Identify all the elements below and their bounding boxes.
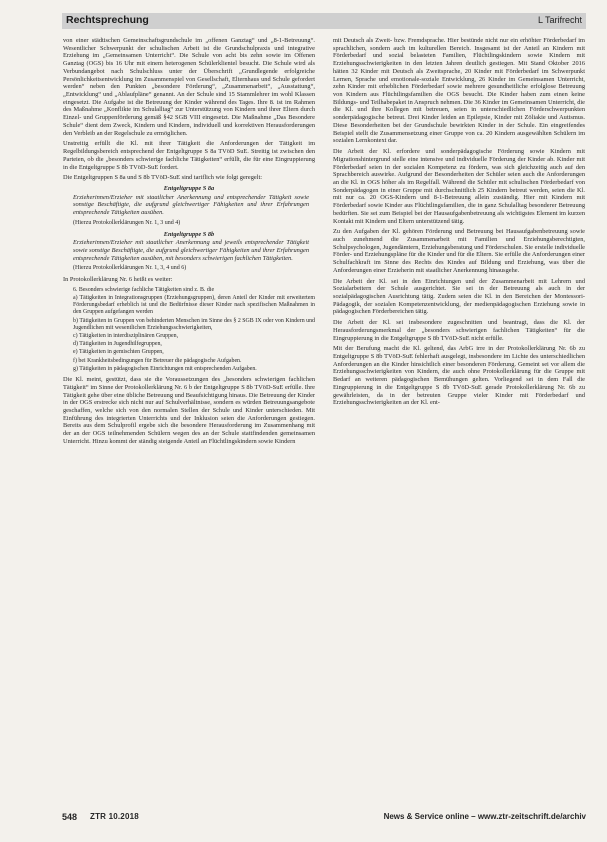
eg-8b-heading: Entgeltgruppe S 8b [163,230,215,238]
eg-8a-heading: Entgeltgruppe S 8a [163,184,215,192]
list-item: e) Tätigkeiten in gemischten Gruppen, [73,349,164,356]
eg-8a-text: Erzieherinnen/Erzieher mit staatlicher Anerkennung und entsprechender Tätigkeit sowie sonstige Beschäftigte, die aufgrund gleichwertiger Fähigkeiten und ihrer Erfahrungen entsprechende Tätigkeiten ausüben. [73,193,309,217]
list-item: g) Tätigkeiten in pädagogischen Einrichtungen mit entsprechenden Aufgaben. [73,365,257,372]
eg-8a-note: (Hierzu Protokollerklärungen Nr. 1, 3 und 4) [73,219,181,226]
protocol-intro: In Protokollerklärung Nr. 6 heißt es weiter: [63,276,173,284]
rubric-title: Rechtsprechung [66,14,149,26]
paragraph: Die Kl. meint, gestützt, dass sie die Voraussetzungen des „besonders schwierigen fachlichen Tätigkeit“ im Sinne der Protokollerklärung Nr. 6 b der Entgeltgruppe S 8b TVöD-SuE erfülle. Ihre Tätigkeit gehe über eine übliche Betreuung und Beaufsichtigung hinaus. Die Betreuung der Kinder in der OGS erstrecke sich nicht nur auf Schulverhältnisse, sondern es würden Betreuungsangebote geschaffen, welche sich von den normalen Stellen der Schule und Kinder unterschieden. Mit Einführung des integrierten Unterrichts und der Inklusion seien die Anforderungen gestiegen. Bereits aus dem Schulprofil ergebe sich die besondere Herausforderung im Zusammenhang mit der an der OGS teilnehmenden Schülern wegen des an der Schule stattfindenden gemeinsamen Unterricht. Hinzu kommt der ständig steigende Anteil an Flüchtlingskindern sowie Kindern [63,376,315,445]
paragraph: Unstreitig erfüllt die Kl. mit ihrer Tätigkeit die Anforderungen der Tätigkeit im Regelbildungsbereich entsprechend der Entgeltgruppe S 8a TVöD SuE. Streitig ist zwischen den Parteien, ob die „besonders schwierige fachliche Tätigkeiten“ erfüllt, die für eine Eingruppierung in die Entgeltgruppe S 8b TVöD-SuE fordert. [63,140,315,171]
list-item: c) Tätigkeiten in interdisziplinären Gruppen, [73,333,179,340]
section-label: L Tarifrecht [537,15,582,25]
right-column [333,37,585,817]
paragraph: Zu den Aufgaben der Kl. gehören Förderung und Betreuung bei Hausaufgabenbetreuung sowie auch zunehmend die Zusammenarbeit mit Familien und Erziehungsberechtigten, Schulpsychologen, Jugendämtern, Erziehungsberatung und Förderschulen. Sie erstelle individuelle Förder- und Erziehungspläne für die Kinder und für die Eltern. Sie erfülle die Anforderungen einer Schulfachkraft im Sinne des Rechts des Kindes auf Bildung und Erziehung, was über die Anforderungen einer Erzieherin mit staatlicher Anerkennung hinausgehe. [333,228,585,274]
protocol-list [63,287,315,373]
paragraph: von einer städtischen Gemeinschaftsgrundschule im „offenen Ganztag“ und „8-1-Betreuung“. Wesentlicher Schwerpunkt der schulischen Arbeit ist die Grundschulpraxis und integrative Erziehung im „Gemeinsamen Unterricht“. Die Schule von acht bis zehn sowie im Offenen Ganztag (OGS) bis 16 Uhr mit einem heterogenen Schülerklientel besucht. Die Schule wird als Verbundangebot nach Schulschluss unter der Überschrift „Grundlegende erfolgreiche Persönlichkeitsentwicklung im Zusammenspiel von Gesellschaft, Elternhaus und Schule gefordert werden“ neben den Punkten „besondere Förderung“, „Zusammenarbeit“, „Ausstattung“, „Entwicklung“ und „Ablaufpläne“ genannt. An der Schule sind 15 Stammlehrer im wohl Klassen eingesetzt. Die Aufgabe ist die Betreuung der Kinder während des Tages. Ihre 8. ist im Rahmen des Maßnahme „Konflikte im Schulalltag“ zur Unterstützung von Kindern und ihrer Eltern durch Einzel- und Gruppenförderung gemäß §42 SGB VIII eingesetzt. Die Maßnahme „Das Besondere Schule“ dient dem Zweck, Kindern und Kindern, individuell und korrektiven Herausforderungen den Verbleib an der Regelschule zu ermöglichen. [63,37,315,137]
paragraph: Die Entgeltgruppen S 8a und S 8b TVöD-SuE sind tariflich wie folgt geregelt: [63,174,262,182]
left-column [63,37,315,817]
issue-label: ZTR 10.2018 [90,812,139,821]
paragraph: Die Arbeit der Kl. erfordere und sonderpädagogische Förderung sowie Kindern mit Migrationshintergrund stelle eine intensive und individuelle Förderung der Kinder ab. Kinder mit Förderbedarf seien in der sozialen Kompetenz zu fördern, was sich gleichzeitig auch auf den Sprachbereich auswirke. Aufgrund der Besonderheiten der Schüler seien auch die Anforderungen an die Kl. in OGS höher als im Regelfall. Während die Schüler mit schulischen Förderbedarf von Sonderpädagogen in einer Gruppe mit durchschnittlich 25 Kindern betreut werden, seien die Kl. mit nur ca. 20 OGS-Kindern und 8-1-Betreuung allein zuständig. Hier mit Kindern mit Förderbedarf sowie Kinder aus Flüchtlingsfamilien, die in ganz Schulalltag besonderer Betreuung bedürften. Sie sei zum Beispiel bei der Hausaufgabenbetreuung als wichtigstes Element im kurzen Kontakt mit Kindern und Eltern unterstützend tätig. [333,148,585,225]
service-link[interactable]: News & Service online – www.ztr-zeitschrift.de/archiv [383,812,586,821]
page-number: 548 [62,812,78,822]
list-item: a) Tätigkeiten in Integrationsgruppen (Erziehungsgruppen), deren Anteil der Kinder mit erweitertem Förderungsbedarf erheblich ist und die Bedürfnisse dieser Kinder nach spezifischen Maßnahmen in den Gruppen aufgefangen werden [73,295,315,316]
paragraph: Mit der Berufung macht die Kl. geltend, das ArbG irre in der Protokollerklärung Nr. 6b zu Entgeltgruppe S 8b TVöD-SuE fehlerhaft ausgelegt, insbesondere im Lichte des unterschiedlichen Anforderungen an die Kinder hinsichtlich einer besonderen Förderung. Gemeint sei vor allem die Erziehungsschwierigkeiten von Kindern, die auch ohne Protokollerklärung für die Gruppe mit Bedarf an weiteren pädagogischen Bemühungen gelten. Vorliegend sei in dem Fall die Eingruppierung in die Entgeltgruppe S 8b TVöD-SuE gerade Protokollerklärung Nr. 6b zu gewährleisten, da in der betreuten Gruppe vieler Kinder mit Förderbedarf und Erziehungsschwierigkeiten an der Kl. ent- [333,345,585,407]
page-header [62,13,586,29]
list-item: 6. Besonders schwierige fachliche Tätigkeiten sind z. B. die [73,286,215,293]
eg-8b-note: (Hierzu Protokollerklärungen Nr. 1, 3, 4 und 6) [73,265,187,272]
paragraph: mit Deutsch als Zweit- bzw. Fremdsprache. Hier bestünde nicht nur ein erhöhter Förderbedarf im sprachlichen, sondern auch im kulturellen Bereich. Insgesamt ist der Anteil an Kindern mit Förderbedarf und sozial belasteten Familien, Flüchtlingskindern sowie Kindern mit Erziehungsschwierigkeiten in den letzten Jahren deutlich gestiegen. Mit Stand Oktober 2016 hätten 32 Kinder mit Deutsch als Zweitsprache, 20 Kinder mit Förderbedarf im Schwerpunkt Lernen, Sprache und emotionale-soziale Entwicklung, 26 Kinder im Gemeinsamen Unterricht, zehn Kinder mit erheblichen Förderbedarf sowie mehrere gesundheitliche erfolglose Betreuung von Kindern aus Flüchtlingsfamilien die OGS besucht. Die Kinder haben zum einen keine Bildungs- und Teilhabepaket in Anspruch nehmen. Die 36 Kinder im Gemeinsamen Unterricht, die die Kl. und ihre Kollegen mit betreuen, seien in unterschiedlichen Förderschwerpunkten sonderpädagogische betreut. Drei Kinder leiden an Epilepsie, Kinder mit Zöliakie und Autismus. Diese Besonderheiten bei der Grundschule bewirkten Kinder in der Schule. Ein eingreifendes Beispiel stellt die Zusammensetzung einer Gruppe von ca. 20 Kindern ausgewählten Schülern im sozialen Lernkontext dar. [333,37,585,145]
eg-8b-text: Erzieherinnen/Erzieher mit staatlicher Anerkennung und jeweils entsprechender Tätigkeit sowie sonstige Beschäftigte, die aufgrund gleichwertiger Fähigkeiten und ihrer Erfahrungen entsprechende Tätigkeiten ausüben, mit besonders schwierigen fachlichen Tätigkeiten. [73,239,309,262]
paragraph: Die Arbeit der Kl. sei insbesondere zugeschnitten und beantragt, dass die Kl. der Herausforderungsmerkmal der „besonders schwierigen fachlichen Tätigkeiten“ für die Eingruppierung in die Entgeltgruppe S 8b TVöD-SuE nicht erfülle. [333,319,585,342]
list-item: f) bei Krankheitsbedingungen für Betreuer die pädagogische Aufgaben. [73,357,242,364]
paragraph: Die Arbeit der Kl. sei in den Einrichtungen und der Zusammenarbeit mit Lehrern und Sozialarbeitern der Schule ausgerichtet. Sie sei in der Betreuung als auch in der sozialpädagogischen Ausrichtung tätig. Zudem seien die Kl. in den Bereichen der Montessori-Pädagogik, der sozialen Kompetenzentwicklung, der medienpädagogischen Erziehung sowie in pädagogischen Förderbereichen tätig. [333,277,585,316]
page-footer [62,811,586,825]
list-item: d) Tätigkeiten in Jugendhilfegruppen, [73,341,162,348]
list-item: b) Tätigkeiten in Gruppen von behinderten Menschen im Sinne des § 2 SGB IX oder von Kindern und Jugendlichen mit wesentlichen Erziehungsschwierigkeiten, [73,317,315,331]
